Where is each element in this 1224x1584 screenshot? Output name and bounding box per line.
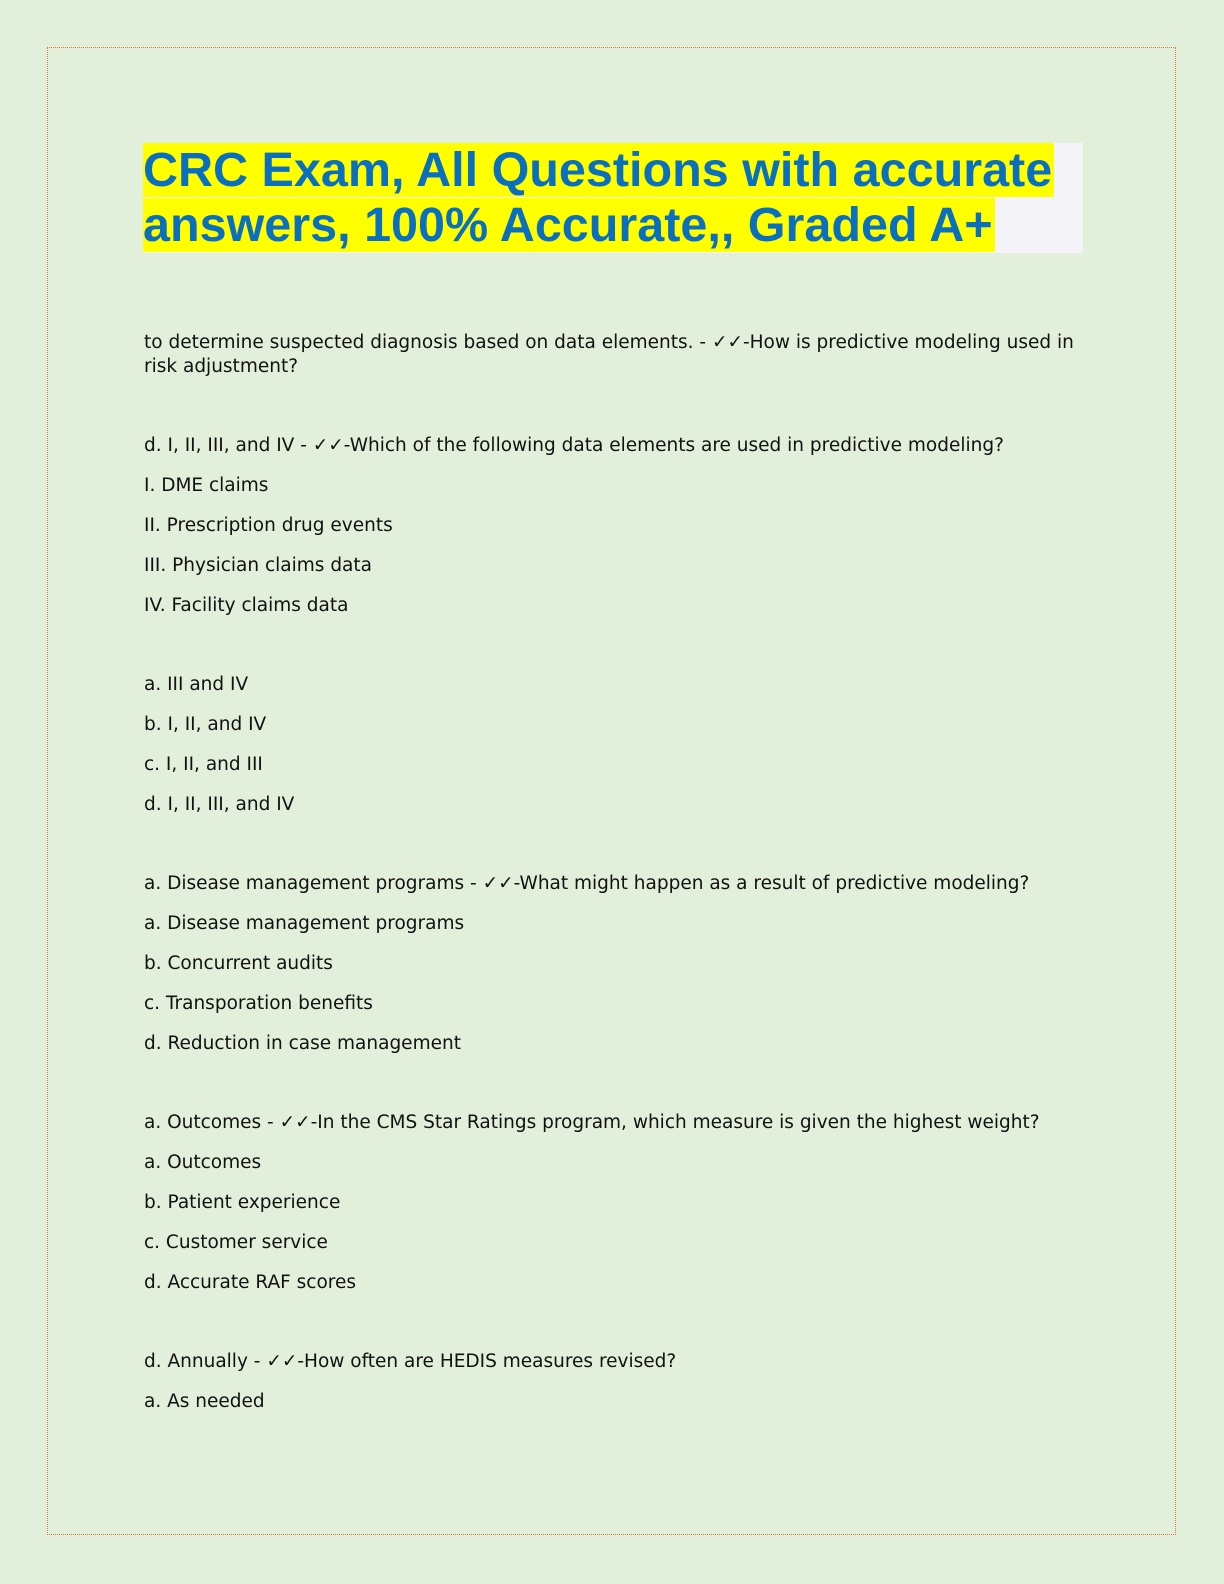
- answer-text: to determine suspected diagnosis based on data elements. -: [144, 332, 712, 353]
- double-check-icon: ✓✓: [711, 332, 743, 353]
- statement-item: II. Prescription drug events: [144, 515, 393, 536]
- double-check-icon: ✓✓: [266, 1351, 298, 1372]
- statement-item: III. Physician claims data: [144, 555, 372, 576]
- option-item: c. Transporation benefits: [144, 993, 373, 1014]
- double-check-icon: ✓✓: [482, 873, 514, 894]
- answer-question-paragraph: [144, 1350, 1084, 1374]
- question-text: -Which of the following data elements are used in predictive modeling?: [343, 435, 1004, 456]
- answer-question-paragraph: [144, 1111, 1084, 1135]
- option-item: c. Customer service: [144, 1232, 328, 1253]
- option-item: d. Reduction in case management: [144, 1033, 461, 1054]
- document-title: [143, 143, 1083, 253]
- answer-text: d. I, II, III, and IV -: [144, 435, 313, 456]
- double-check-icon: ✓✓: [279, 1112, 311, 1133]
- question-text: -How often are HEDIS measures revised?: [297, 1351, 677, 1372]
- option-item: b. I, II, and IV: [144, 714, 267, 735]
- statement-item: I. DME claims: [144, 475, 269, 496]
- answer-question-paragraph: [144, 331, 1084, 379]
- page-border: [47, 47, 1176, 1535]
- question-text: -In the CMS Star Ratings program, which measure is given the highest weight?: [310, 1112, 1040, 1133]
- title-line-2: answers, 100% Accurate,, Graded A+: [143, 198, 993, 252]
- option-item: a. As needed: [144, 1391, 265, 1412]
- option-item: d. Accurate RAF scores: [144, 1272, 356, 1293]
- option-item: a. Outcomes: [144, 1152, 262, 1173]
- option-item: b. Concurrent audits: [144, 953, 333, 974]
- title-line-1: CRC Exam, All Questions with accurate: [143, 143, 1053, 197]
- question-text: -How is predictive modeling used in risk adjustment?: [144, 332, 1074, 377]
- double-check-icon: ✓✓: [312, 435, 344, 456]
- option-item: d. I, II, III, and IV: [144, 794, 295, 815]
- option-item: c. I, II, and III: [144, 754, 263, 775]
- option-item: b. Patient experience: [144, 1192, 341, 1213]
- statement-item: IV. Facility claims data: [144, 595, 349, 616]
- answer-question-paragraph: [144, 434, 1084, 458]
- option-item: a. Disease management programs: [144, 913, 465, 934]
- answer-question-paragraph: [144, 872, 1084, 896]
- answer-text: d. Annually -: [144, 1351, 267, 1372]
- question-text: -What might happen as a result of predictive modeling?: [513, 873, 1030, 894]
- answer-text: a. Disease management programs -: [144, 873, 483, 894]
- answer-text: a. Outcomes -: [144, 1112, 280, 1133]
- option-item: a. III and IV: [144, 674, 249, 695]
